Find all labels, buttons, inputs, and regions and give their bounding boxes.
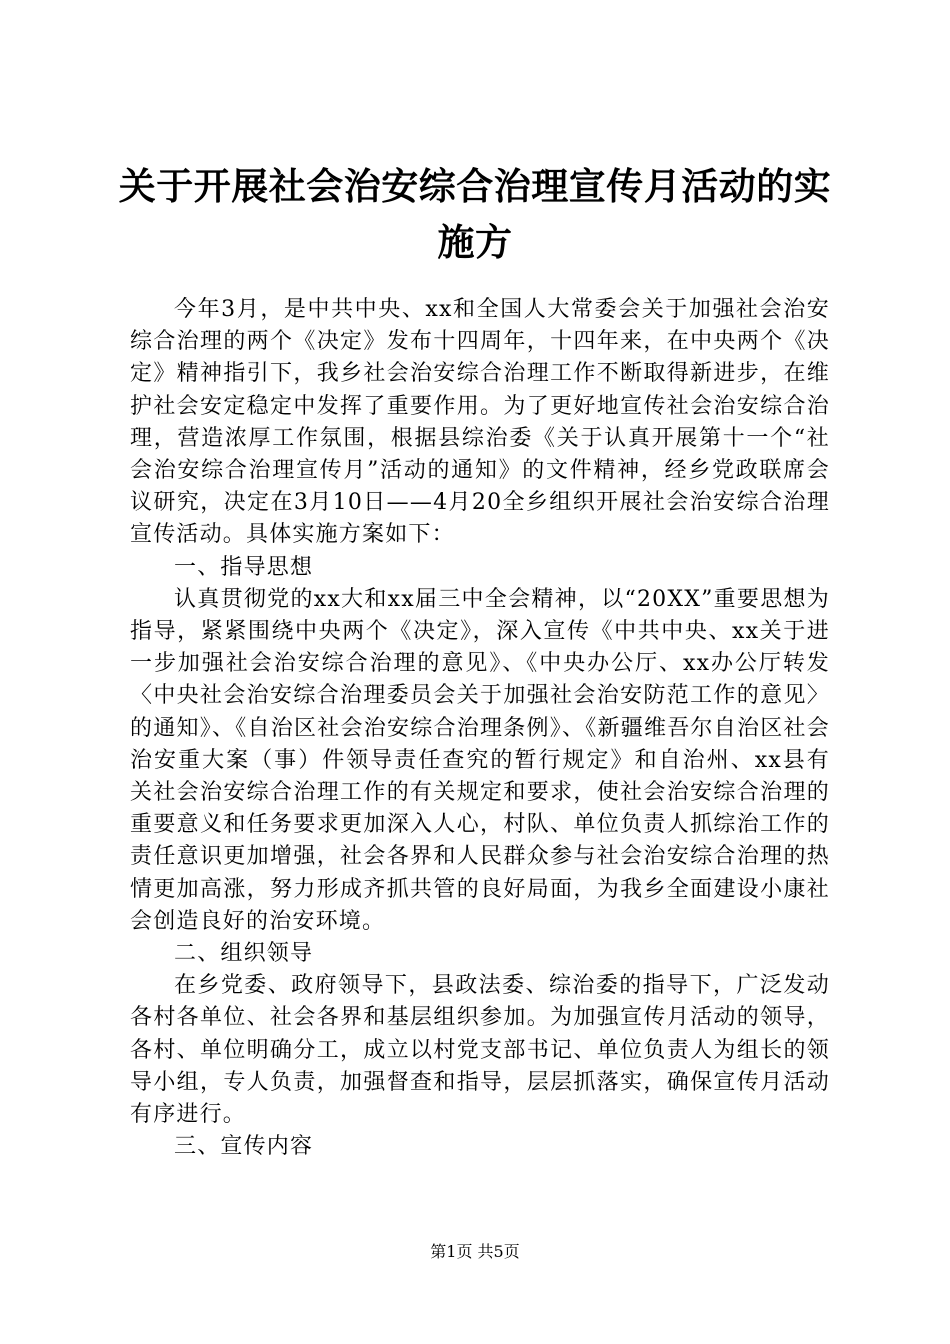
organization-paragraph: 在乡党委、政府领导下，县政法委、综治委的指导下，广泛发动各村各单位、社会各界和基层组织参加。为加强宣传月活动的领导，各村、单位明确分工，成立以村党支部书记、单位负责人为组长的领导小组，专人负责，加强督查和指导，层层抓落实，确保宣传月活动有序进行。 — [130, 973, 830, 1128]
section-heading-publicity-content: 三、宣传内容 — [174, 1134, 314, 1160]
document-body — [130, 294, 830, 1163]
intro-paragraph: 今年3月，是中共中央、xx和全国人大常委会关于加强社会治安综合治理的两个《决定》发布十四周年，十四年来，在中央两个《决定》精神指引下，我乡社会治安综合治理工作不断取得新进步，在维护社会安定稳定中发挥了重要作用。为了更好地宣传社会治安综合治理，营造浓厚工作氛围，根据县综治委《关于认真开展第十一个“社会治安综合治理宣传月”活动的通知》的文件精神，经乡党政联席会议研究，决定在3月10日——4月20全乡组织开展社会治安综合治理宣传活动。具体实施方案如下： — [130, 297, 830, 548]
page-footer: 第1页 共5页 — [430, 1242, 520, 1261]
section-heading-organization: 二、组织领导 — [174, 941, 314, 967]
section-heading-guiding-ideology: 一、指导思想 — [174, 554, 314, 580]
document-title: 关于开展社会治安综合治理宣传月活动的实施方 — [118, 164, 832, 264]
guiding-ideology-paragraph: 认真贯彻党的xx大和xx届三中全会精神，以“20XX”重要思想为指导，紧紧围绕中央两个《决定》，深入宣传《中共中央、xx关于进一步加强社会治安综合治理的意见》、《中央办公厅、xx办公厅转发〈中央社会治安综合治理委员会关于加强社会治安防范工作的意见〉的通知》、《自治区社会治安综合治理条例》、《新疆维吾尔自治区社会治安重大案（事）件领导责任查究的暂行规定》和自治州、xx县有关社会治安综合治理工作的有关规定和要求，使社会治安综合治理的重要意义和任务要求更加深入人心，村队、单位负责人抓综治工作的责任意识更加增强，社会各界和人民群众参与社会治安综合治理的热情更加高涨，努力形成齐抓共管的良好局面，为我乡全面建设小康社会创造良好的治安环境。 — [130, 586, 830, 934]
